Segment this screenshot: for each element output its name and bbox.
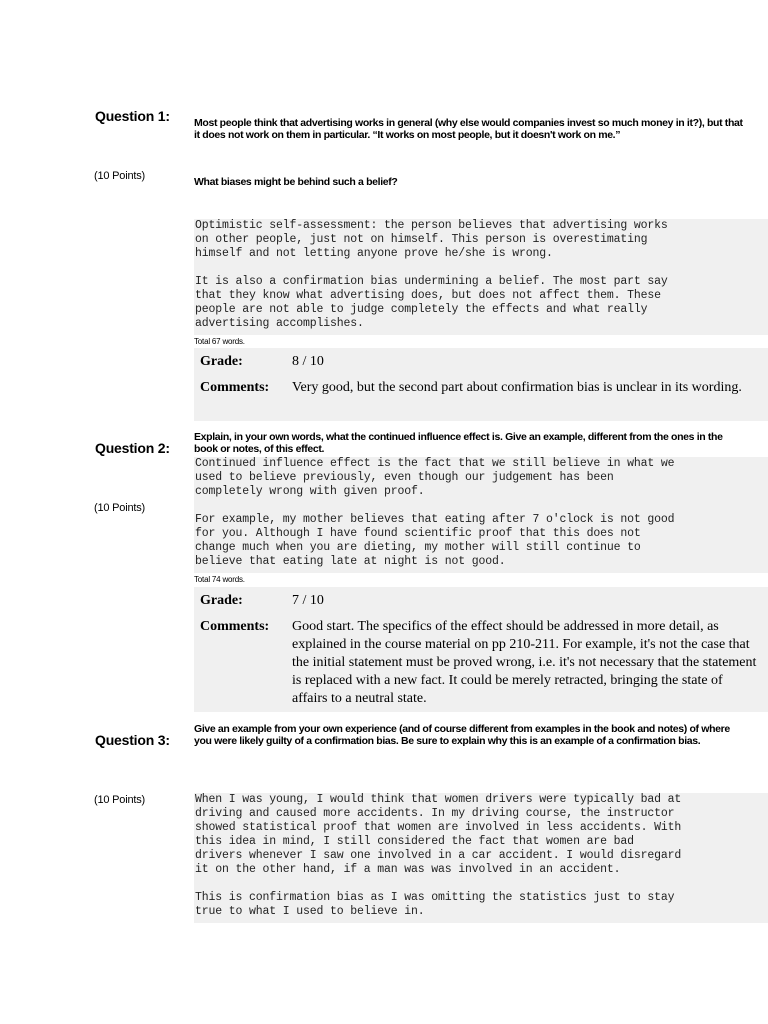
answer-paragraph: Optimistic self-assessment: the person believes that advertising works on other people, just not on himself. This person is overestimating himself and not letting anyone prove he/she is wrong.	[195, 219, 668, 260]
grade-value: 8 / 10	[292, 354, 324, 369]
grade-label: Grade:	[200, 593, 243, 608]
word-count: Total 74 words.	[194, 575, 245, 584]
grade-label: Grade:	[200, 354, 243, 369]
question-2-label: Question 2:	[95, 440, 170, 456]
answer-paragraph: This is confirmation bias as I was omitting the statistics just to stay true to what I used to believe in.	[195, 891, 675, 918]
question-3-text: Give an example from your own experience (and of course different from examples in the book and notes) of where you were likely guilty of a confirmation bias. Be sure to explain why this is an example of a confirmation bias.	[194, 723, 730, 747]
comments-text: Good start. The specifics of the effect should be addressed in more detail, as explained in the course material on pp 210-211. For example, it's not the case that the initial statement must be proved wrong, i.e. it's not necessary that the statement is replaced with a new fact. It could be merely retracted, bringing the state of affairs to a neutral state.	[292, 619, 757, 706]
question-2-text: Explain, in your own words, what the continued influence effect is. Give an example, different from the ones in the book or notes, of this effect.	[194, 431, 723, 455]
grade-box-1	[194, 348, 768, 421]
comments-text: Very good, but the second part about confirmation bias is unclear in its wording.	[292, 380, 742, 395]
question-1-subtext: What biases might be behind such a belief?	[194, 176, 398, 188]
grade-value: 7 / 10	[292, 593, 324, 608]
question-2-answer	[194, 457, 768, 573]
comments-label: Comments:	[200, 619, 270, 634]
question-3-points: (10 Points)	[94, 794, 145, 806]
question-2-points: (10 Points)	[94, 502, 145, 514]
grade-box-2	[194, 587, 768, 712]
question-1-text: Most people think that advertising works in general (why else would companies invest so much money in it?), but that it does not work on them in particular. “It works on most people, but it doesn't work on me.”	[194, 117, 743, 141]
question-1-answer	[194, 219, 768, 335]
answer-paragraph: It is also a confirmation bias undermining a belief. The most part say that they know what advertising does, but does not affect them. These people are not able to judge completely the effects and what really advertising accomplishes.	[195, 275, 668, 330]
question-3-label: Question 3:	[95, 732, 170, 748]
question-3-answer	[194, 793, 768, 923]
answer-paragraph: Continued influence effect is the fact that we still believe in what we used to believe previously, even though our judgement has been completely wrong with given proof.	[195, 457, 675, 498]
question-1-points: (10 Points)	[94, 170, 145, 182]
answer-paragraph: For example, my mother believes that eating after 7 o'clock is not good for you. Although I have found scientific proof that this does not change much when you are dieting, my mother will still continue to believe that eating late at night is not good.	[195, 513, 675, 568]
comments-label: Comments:	[200, 380, 270, 395]
question-1-label: Question 1:	[95, 108, 170, 124]
answer-paragraph: When I was young, I would think that women drivers were typically bad at driving and caused more accidents. In my driving course, the instructor showed statistical proof that women are involved in less accidents. With this idea in mind, I still considered the fact that women are bad drivers whenever I saw one involved in a car accident. I would disregard it on the other hand, if a man was was involved in an accident.	[195, 793, 682, 876]
word-count: Total 67 words.	[194, 337, 245, 346]
